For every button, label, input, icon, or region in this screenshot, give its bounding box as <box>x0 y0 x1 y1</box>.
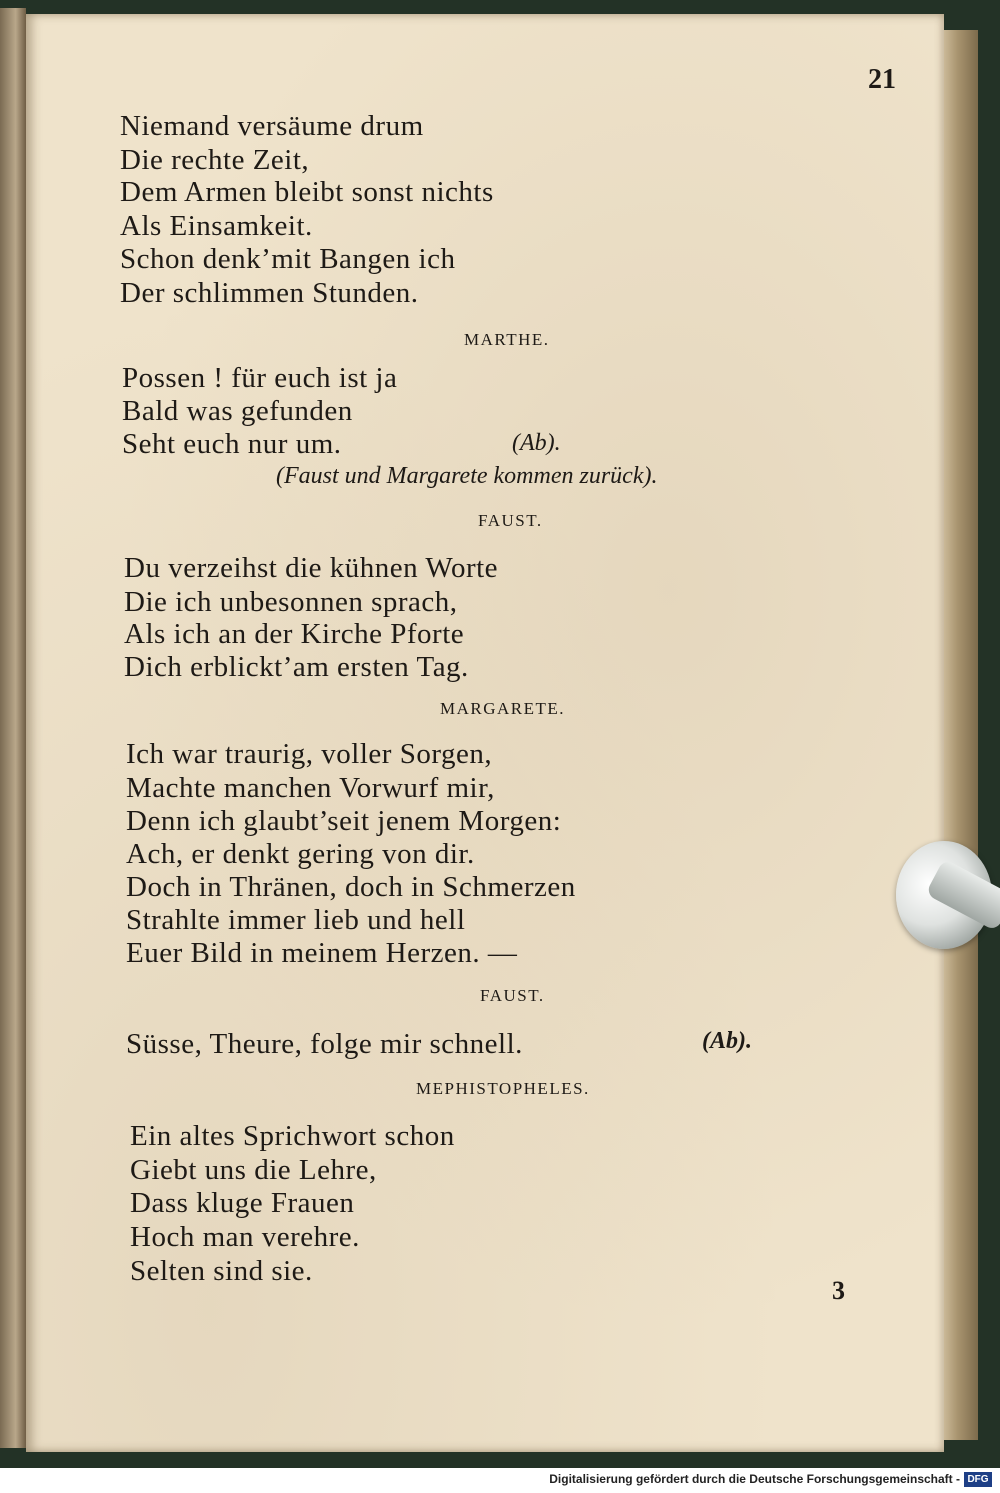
page-number: 21 <box>868 64 896 95</box>
speaker-name: MARTHE. <box>464 330 550 349</box>
verse-line: Die ich unbesonnen sprach, <box>124 586 458 618</box>
verse-line: Doch in Thränen, doch in Schmerzen <box>126 871 576 903</box>
verse-line: Bald was gefunden <box>122 395 353 427</box>
verse-line: Seht euch nur um. <box>122 428 342 460</box>
left-page-edge <box>0 8 26 1448</box>
stage-direction: (Faust und Margarete kommen zurück). <box>276 463 658 489</box>
verse-line: Als Einsamkeit. <box>120 210 313 242</box>
verse-line: Selten sind sie. <box>130 1255 313 1287</box>
verse-line: Giebt uns die Lehre, <box>130 1154 377 1186</box>
verse-line: Die rechte Zeit, <box>120 144 310 176</box>
digitization-footer <box>0 1468 1000 1493</box>
speaker-name: MEPHISTOPHELES. <box>416 1079 590 1098</box>
verse-line: Dem Armen bleibt sonst nichts <box>120 176 494 208</box>
verse-line: Dich erblickt’am ersten Tag. <box>124 651 469 683</box>
dfg-logo: DFG <box>964 1472 992 1487</box>
verse-line: Niemand versäume drum <box>120 110 424 142</box>
verse-line: Ein altes Sprichwort schon <box>130 1120 455 1152</box>
verse-line: Euer Bild in meinem Herzen. — <box>126 937 518 969</box>
verse-line: Hoch man verehre. <box>130 1221 360 1253</box>
verse-line: Dass kluge Frauen <box>130 1187 355 1219</box>
verse-line: Strahlte immer lieb und hell <box>126 904 466 936</box>
footer-credit: Digitalisierung gefördert durch die Deutsche Forschungsgemeinschaft - <box>549 1472 960 1486</box>
speaker-name: FAUST. <box>480 986 545 1005</box>
verse-line: Der schlimmen Stunden. <box>120 277 419 309</box>
book-page <box>26 14 944 1452</box>
stage-direction: (Ab). <box>702 1028 752 1054</box>
verse-line: Als ich an der Kirche Pforte <box>124 618 465 650</box>
verse-line: Süsse, Theure, folge mir schnell. <box>126 1028 523 1060</box>
verse-line: Possen ! für euch ist ja <box>122 362 398 394</box>
verse-line: Ach, er denkt gering von dir. <box>126 838 475 870</box>
show-through-text <box>666 134 956 1314</box>
verse-line: Schon denk’mit Bangen ich <box>120 243 456 275</box>
metal-clip <box>890 835 1000 965</box>
verse-line: Machte manchen Vorwurf mir, <box>126 772 495 804</box>
stage-direction: (Ab). <box>512 430 561 456</box>
verse-line: Denn ich glaubt’seit jenem Morgen: <box>126 805 562 837</box>
verse-line: Ich war traurig, voller Sorgen, <box>126 738 493 770</box>
speaker-name: FAUST. <box>478 511 543 530</box>
signature-mark: 3 <box>832 1276 845 1305</box>
speaker-name: MARGARETE. <box>440 699 566 718</box>
verse-line: Du verzeihst die kühnen Worte <box>124 552 499 584</box>
